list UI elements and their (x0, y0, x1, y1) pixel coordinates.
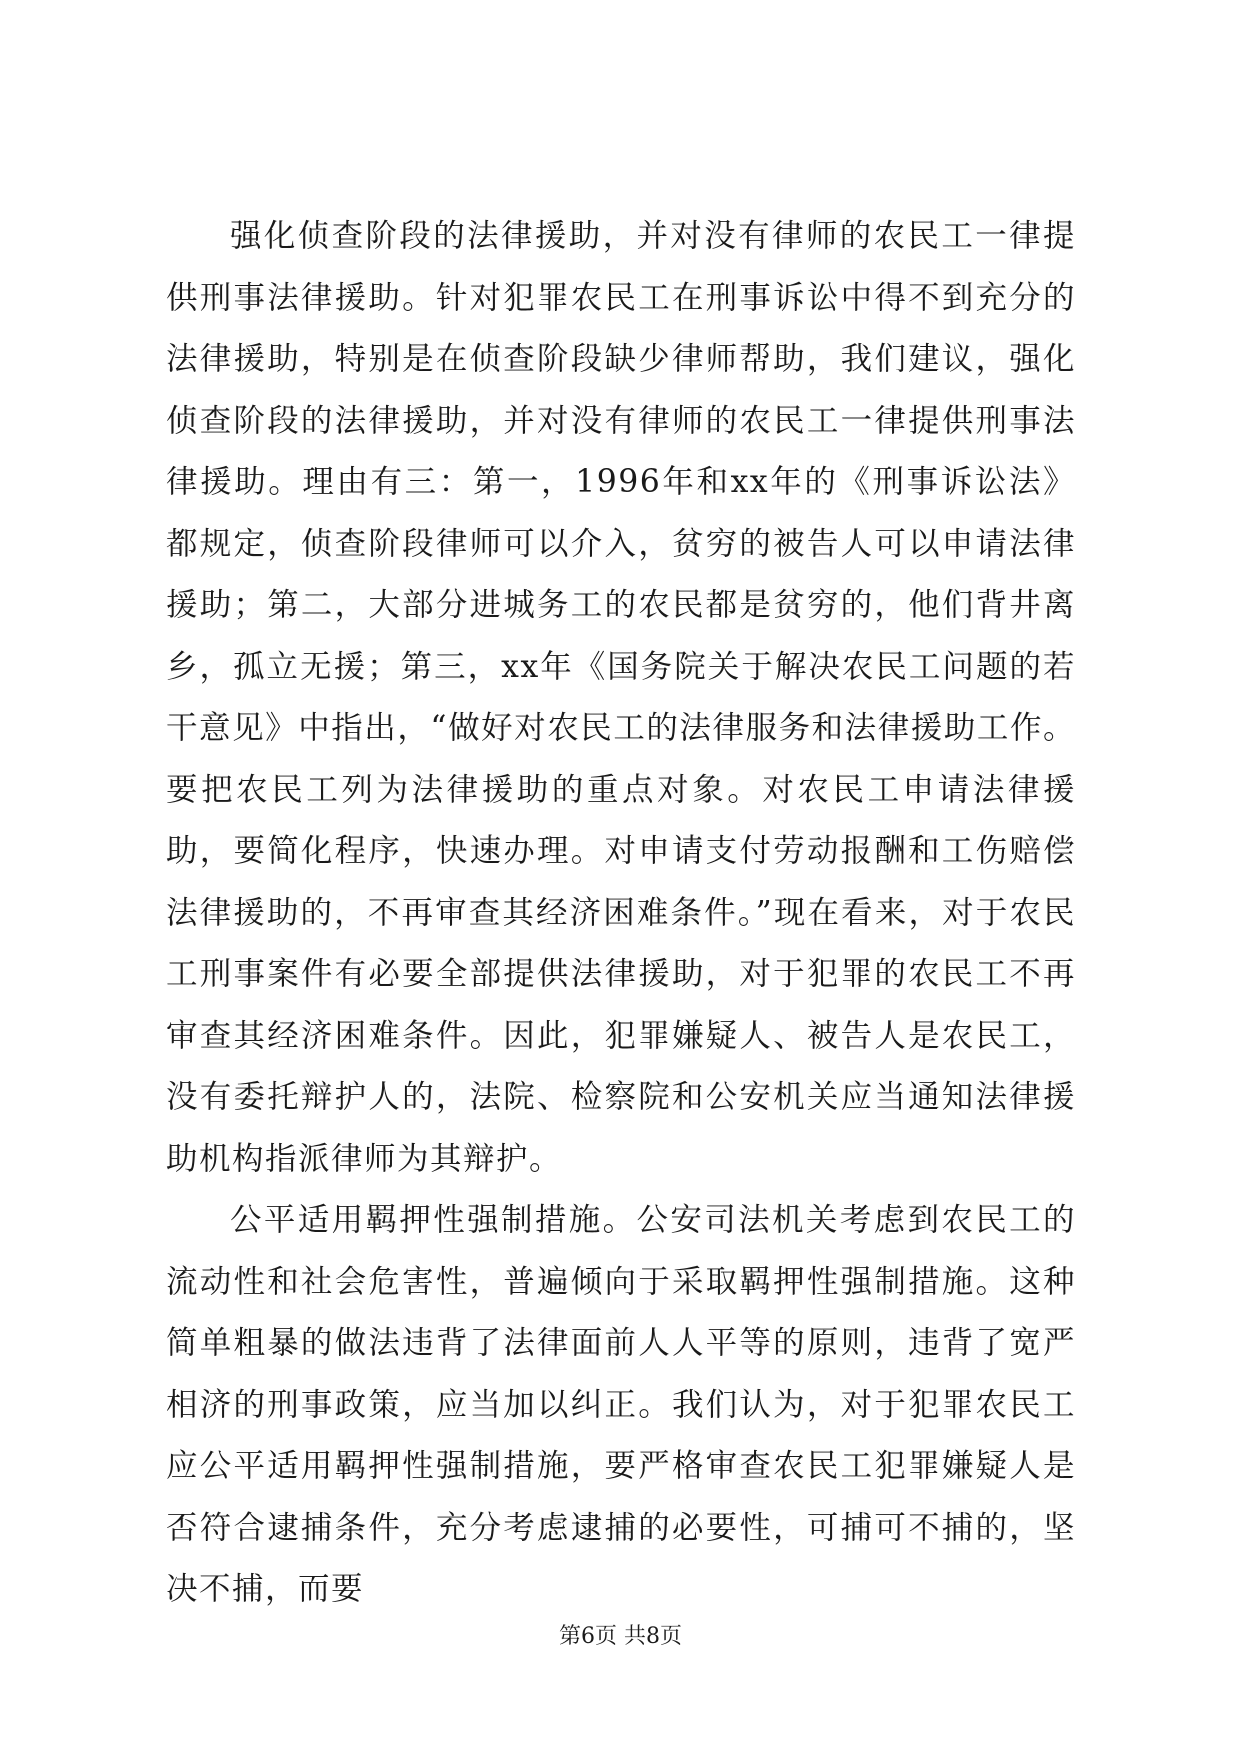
page-footer: 第6页 共8页 (559, 1624, 682, 1649)
paragraph-legal-aid: 强化侦查阶段的法律援助，并对没有律师的农民工一律提供刑事法律援助。针对犯罪农民工在刑事诉讼中得不到充分的法律援助，特别是在侦查阶段缺少律师帮助，我们建议，强化侦查阶段的法律援助，并对没有律师的农民工一律提供刑事法律援助。理由有三：第一，1996年和xx年的《刑事诉讼法》都规定，侦查阶段律师可以介入，贫穷的被告人可以申请法律援助；第二，大部分进城务工的农民都是贫穷的，他们背井离乡，孤立无援；第三，xx年《国务院关于解决农民工问题的若干意见》中指出，“做好对农民工的法律服务和法律援助工作。要把农民工列为法律援助的重点对象。对农民工申请法律援助，要简化程序，快速办理。对申请支付劳动报酬和工伤赔偿法律援助的，不再审查其经济困难条件。”现在看来，对于农民工刑事案件有必要全部提供法律援助，对于犯罪的农民工不再审查其经济困难条件。因此，犯罪嫌疑人、被告人是农民工，没有委托辩护人的，法院、检察院和公安机关应当通知法律援助机构指派律师为其辩护。 (166, 218, 1076, 1177)
document-body (166, 206, 1076, 1621)
paragraph-custodial-measures: 公平适用羁押性强制措施。公安司法机关考虑到农民工的流动性和社会危害性，普遍倾向于采取羁押性强制措施。这种简单粗暴的做法违背了法律面前人人平等的原则，违背了宽严相济的刑事政策，应当加以纠正。我们认为，对于犯罪农民工应公平适用羁押性强制措施，要严格审查农民工犯罪嫌疑人是否符合逮捕条件，充分考虑逮捕的必要性，可捕可不捕的，坚决不捕，而要 (166, 1202, 1076, 1607)
